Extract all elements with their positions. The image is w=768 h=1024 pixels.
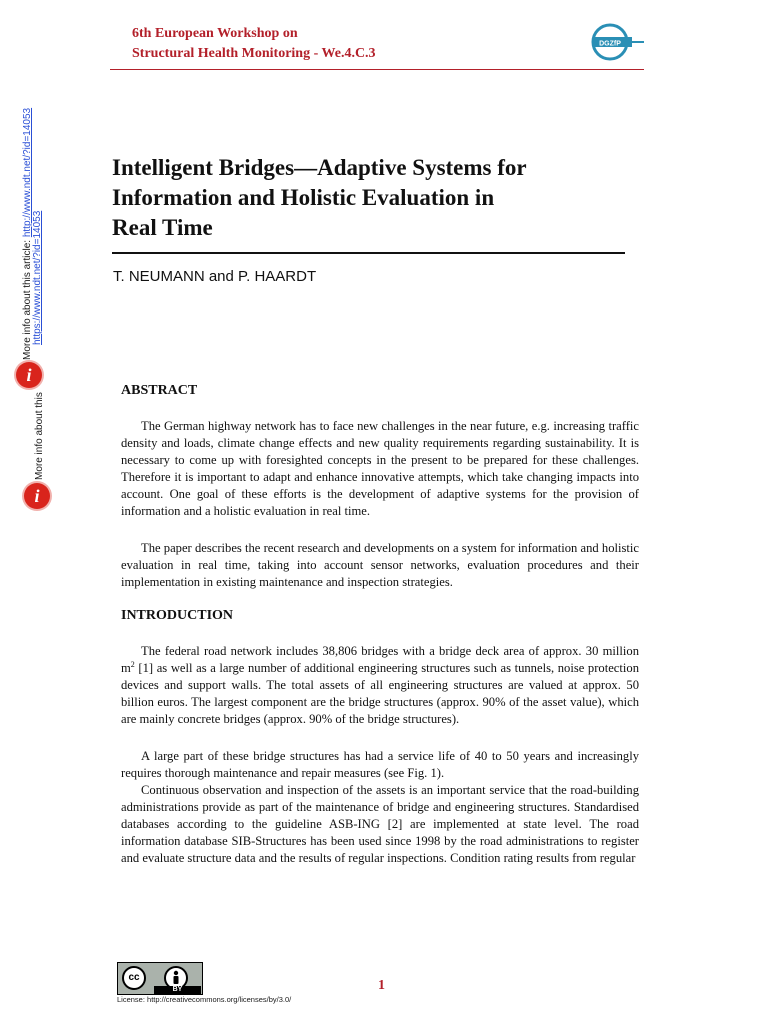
license-text: License: http://creativecommons.org/licenses/by/3.0/ <box>117 995 292 1004</box>
introduction-heading: INTRODUCTION <box>121 608 234 623</box>
title-rule <box>112 252 625 254</box>
by-label: BY <box>154 986 201 994</box>
title-line-1: Intelligent Bridges—Adaptive Systems for <box>112 155 527 180</box>
sidebar-secondary-label: More info about this <box>34 392 45 480</box>
paper-title <box>112 153 632 243</box>
header-rule <box>110 69 644 70</box>
logo-text: DGZfP <box>599 40 621 48</box>
info-icon-secondary[interactable]: i <box>24 483 50 509</box>
introduction-paragraph: The federal road network includes 38,806 bridges with a bridge deck area of approx. 30 million $m^2$ [1] as well as a large number of additional engineering structures such as tunnels, noise protection devices and support walls. The total assets of all engineering structures are valued at approx. 50 billion euros. The largest component are the bridge structures (approx. 90% of the asset value), which are mainly concrete bridges (approx. 90% of the bridge structures). <box>121 644 639 726</box>
title-line-2: Information and Holistic Evaluation in <box>112 185 495 210</box>
authors: T. NEUMANN and P. HAARDT <box>113 268 317 285</box>
page-number: 1 <box>378 978 385 993</box>
superscript: 2 <box>130 659 135 669</box>
abstract-paragraph: The paper describes the recent research and developments on a system for information and holistic evaluation in real time, taking into account sensor networks, evaluation procedures and their implementation in existing maintenance and inspection strategies. <box>121 541 639 589</box>
dgzfp-logo <box>586 20 644 64</box>
sidebar-url[interactable]: http://www.ndt.net/?id=14053 <box>22 107 33 238</box>
sidebar-overlay-url[interactable]: https://www.ndt.net/?id=14053 <box>32 210 43 345</box>
cc-license-badge[interactable] <box>117 962 203 995</box>
header-line-1: 6th European Workshop on <box>132 26 298 41</box>
cc-icon: cc <box>122 966 146 990</box>
title-line-3: Real Time <box>112 215 213 240</box>
abstract-heading: ABSTRACT <box>121 383 198 398</box>
introduction-paragraph: A large part of these bridge structures has had a service life of 40 to 50 years and increasingly requires thorough maintenance and repair measures (see Fig. 1). <box>121 749 639 780</box>
info-icon[interactable]: i <box>16 362 42 388</box>
introduction-paragraph: Continuous observation and inspection of the assets is an important service that the road-building administrations provide as part of the maintenance of bridge and engineering structures. Standardised databases according to the guideline ASB-ING [2] are implemented at state level. The road information database SIB-Structures has been used since 1998 by the road administrations to register and evaluate structure data and the results of regular inspections. Condition rating results from regular <box>121 783 639 865</box>
header-line-2: Structural Health Monitoring - We.4.C.3 <box>132 46 376 61</box>
conference-header <box>132 24 376 64</box>
sidebar-label: More info about this article: <box>22 237 33 360</box>
abstract-paragraph: The German highway network has to face new challenges in the near future, e.g. increasing traffic density and loads, climate change effects and new quality requirements regarding sustainability. It is necessary to come up with foresighted concepts in the present to be prepared for these challenges. Therefore it is important to adapt and enhance innovative attempts, which take changing impacts into account. One goal of these efforts is the development of adaptive systems for the provision of information and a holistic evaluation in real time. <box>121 419 639 518</box>
